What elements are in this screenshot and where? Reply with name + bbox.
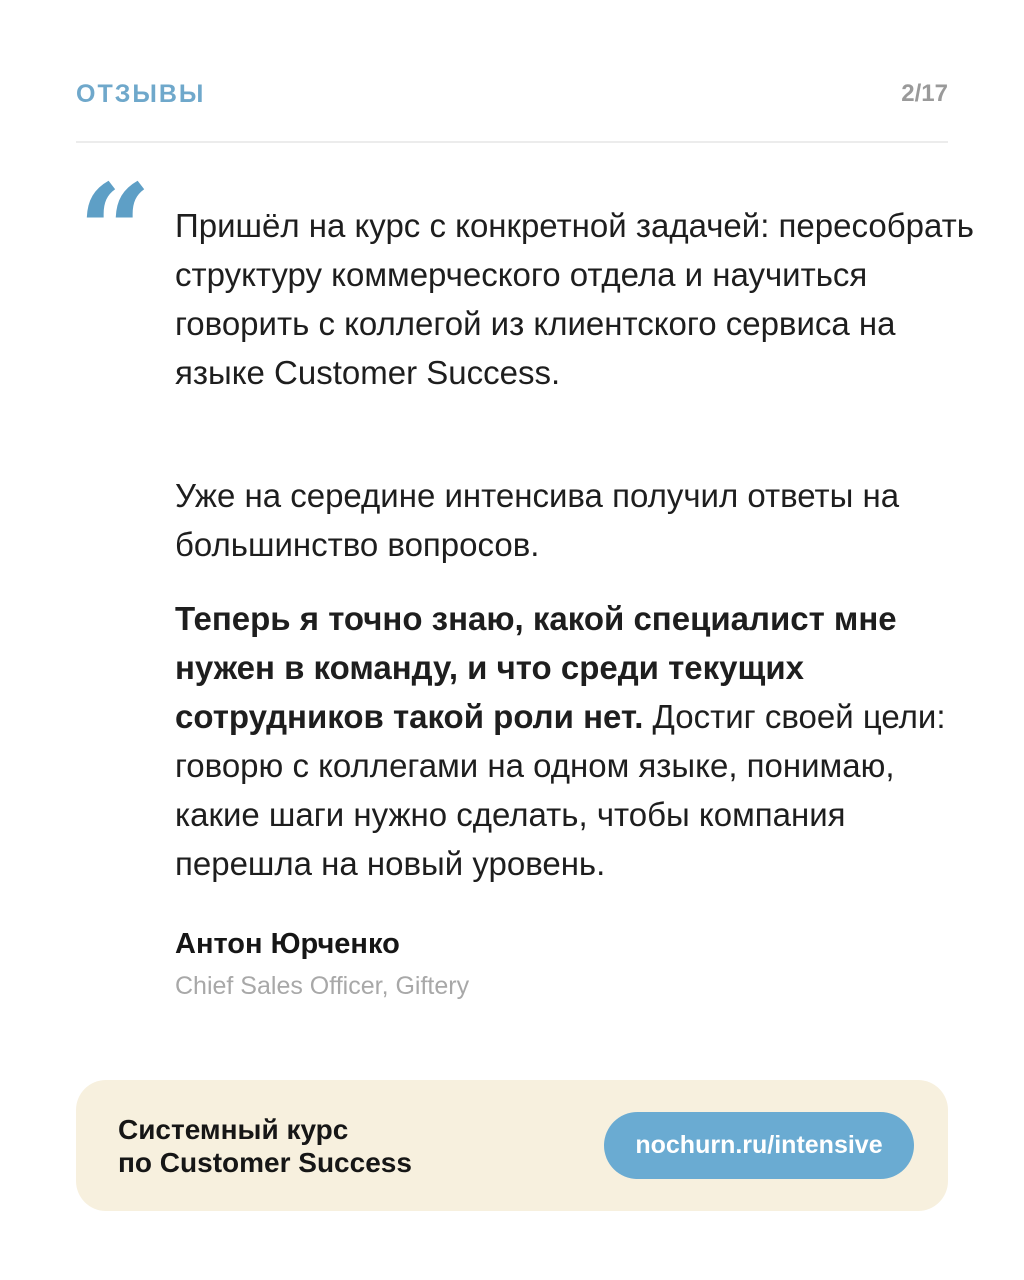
testimonial-paragraph-3-rest: Достиг своей цели: говорю с коллегами на одном языке, понимаю, какие шаги нужно сделать, чтобы компания перешла на новый уровень. — [175, 698, 946, 882]
page-counter: 2/17 — [901, 80, 948, 107]
header-divider — [76, 141, 948, 143]
course-link-button[interactable]: nochurn.ru/intensive — [604, 1112, 914, 1179]
course-card — [76, 1080, 948, 1211]
section-label: ОТЗЫВЫ — [76, 80, 206, 108]
page-header — [76, 80, 948, 110]
testimonial-highlight: Теперь я точно знаю, какой специалист мне нужен в команду, и что среди текущих сотрудников такой роли нет. — [175, 600, 897, 735]
testimonial-text — [175, 201, 975, 888]
testimonial-paragraph-3 — [175, 594, 975, 888]
author-name: Антон Юрченко — [175, 928, 400, 960]
testimonial-paragraph-2: Уже на середине интенсива получил ответы на большинство вопросов. — [175, 477, 900, 563]
course-title-line-2: по Customer Success — [118, 1147, 412, 1178]
author-role: Chief Sales Officer, Giftery — [175, 972, 470, 1000]
quote-icon: “ — [78, 157, 152, 307]
course-title — [118, 1113, 458, 1179]
course-title-line-1: Системный курс — [118, 1114, 349, 1145]
testimonial-paragraph-1: Пришёл на курс с конкретной задачей: пересобрать структуру коммерческого отдела и научиться говорить с коллегой из клиентского сервиса на языке Customer Success. — [175, 207, 974, 391]
